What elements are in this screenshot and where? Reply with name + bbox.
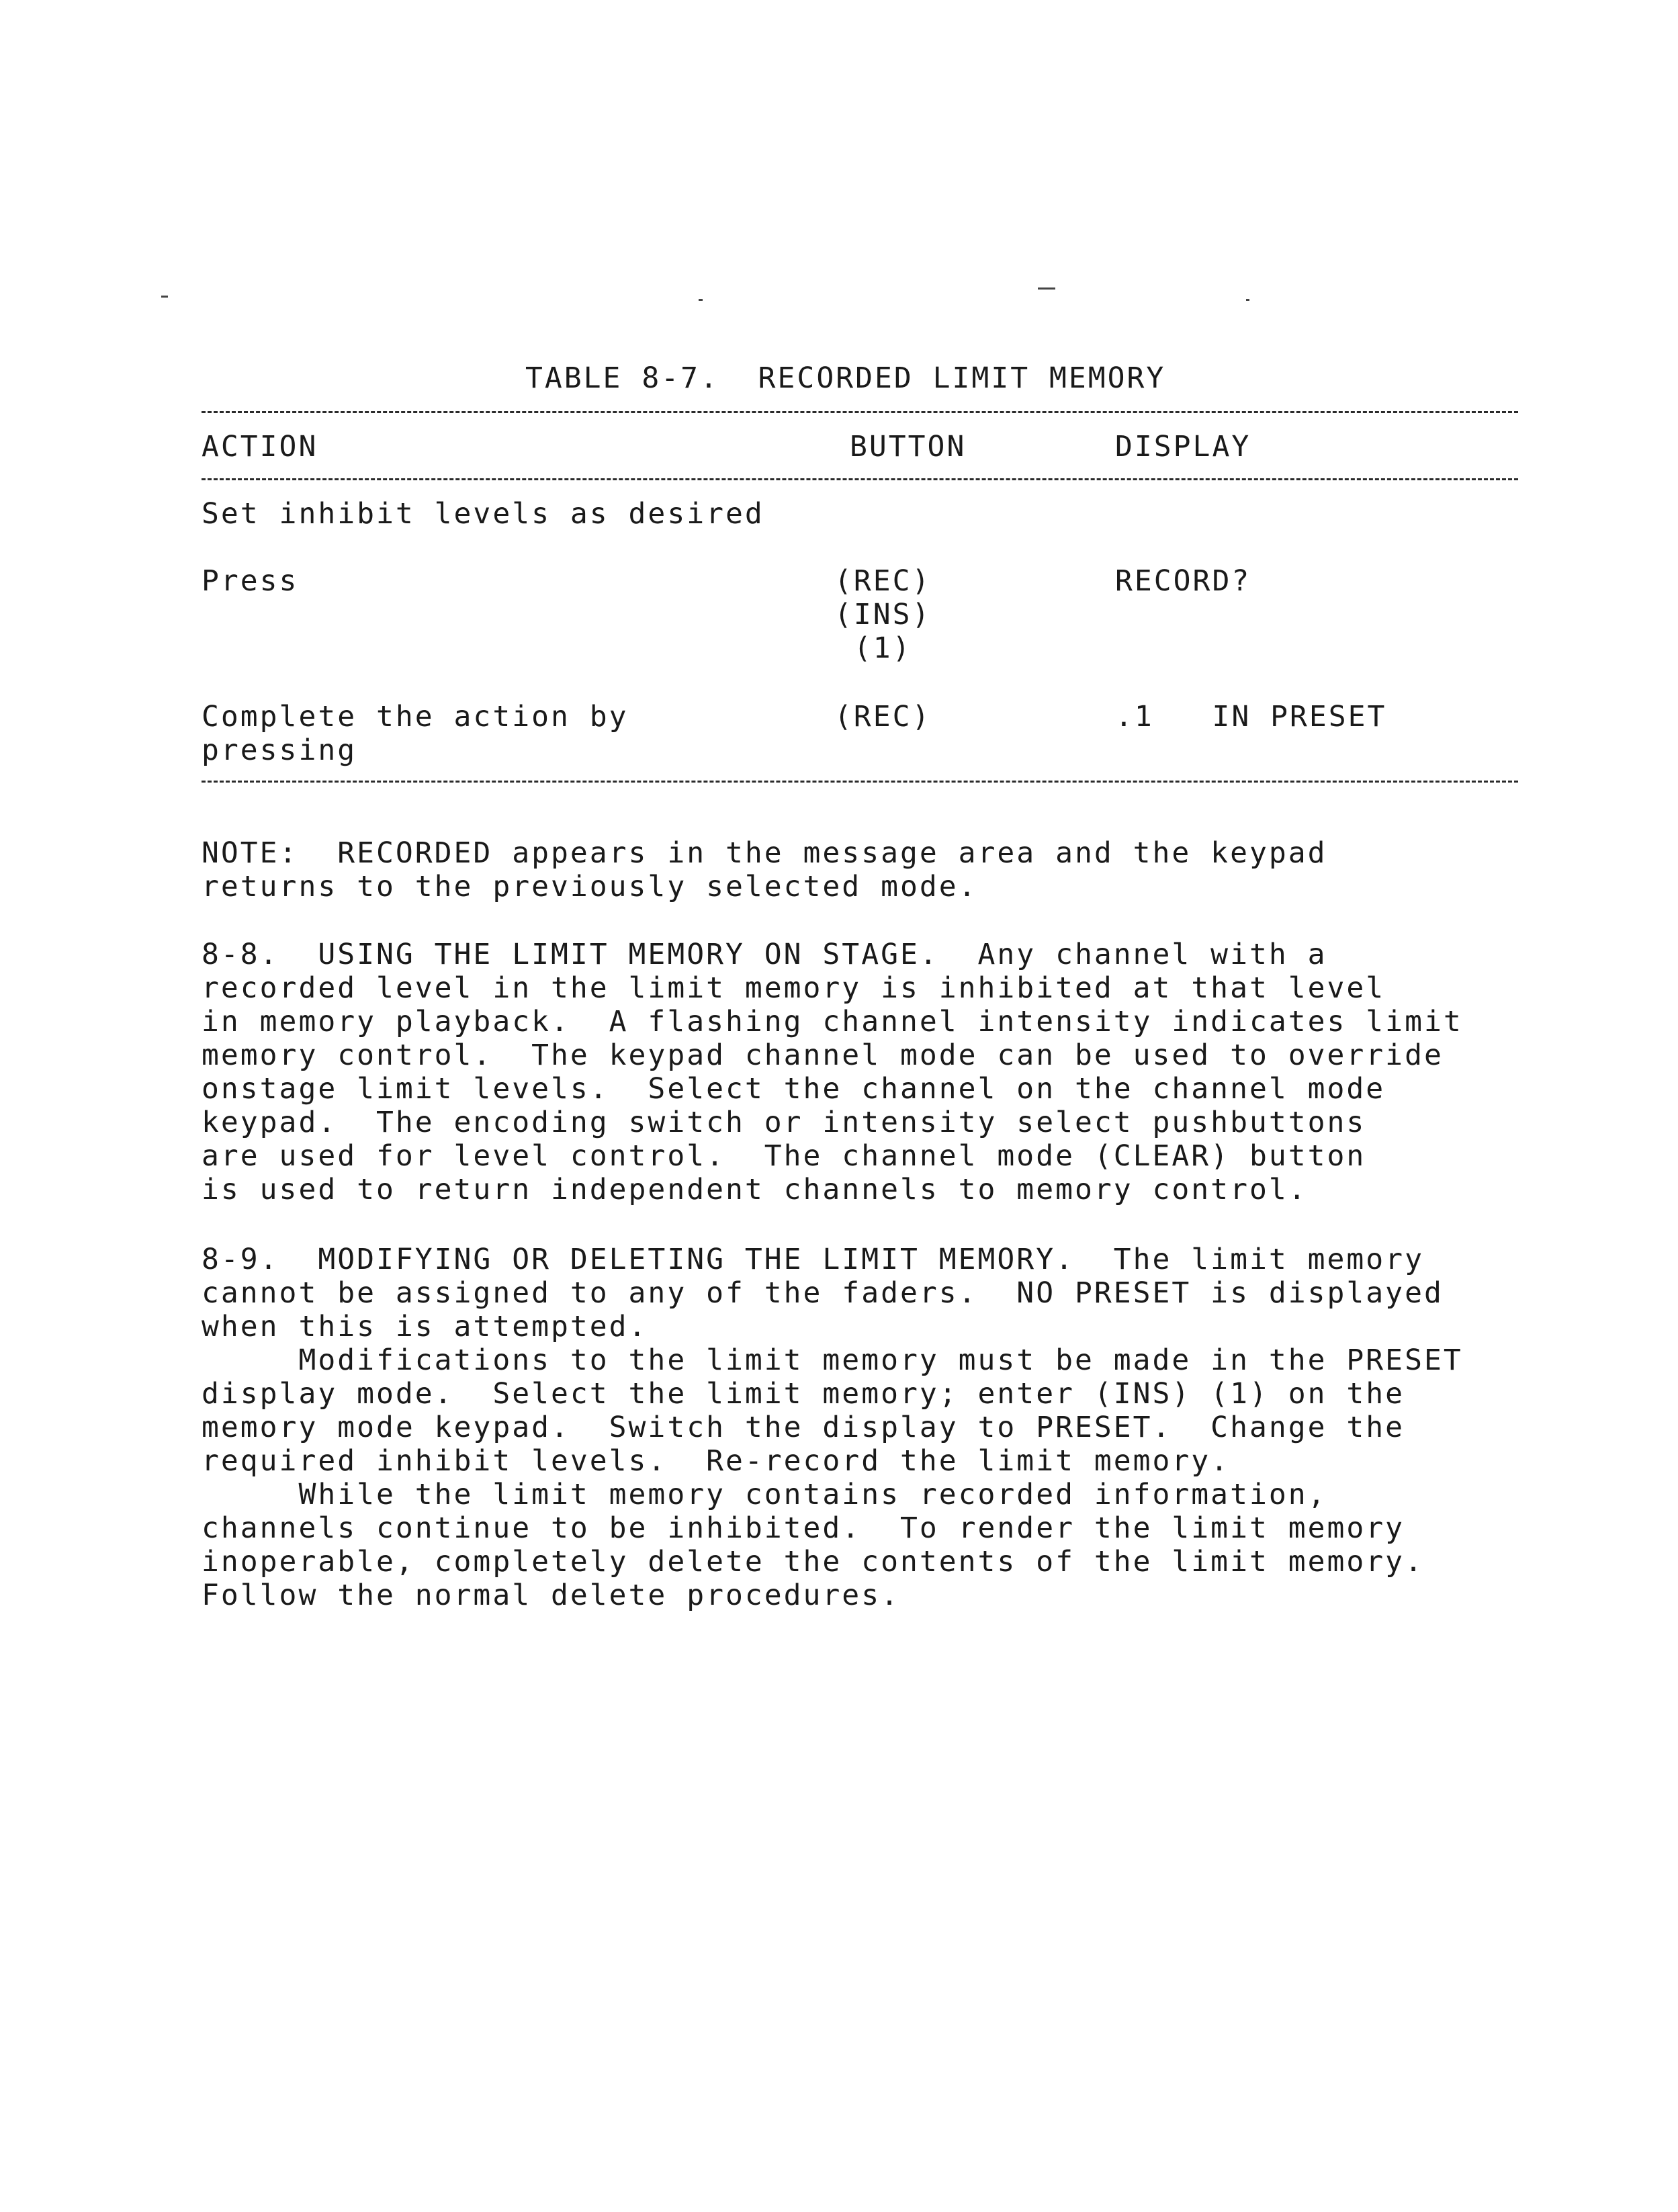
table-row-display: RECORD? bbox=[1115, 564, 1251, 598]
table-row-action: Press bbox=[202, 564, 299, 598]
scan-speck bbox=[1038, 287, 1055, 290]
section-8-9-line: inoperable, completely delete the contents of the limit memory. bbox=[202, 1545, 1424, 1579]
header-button: BUTTON bbox=[850, 430, 967, 463]
table-row-button: (REC) bbox=[834, 700, 932, 734]
section-8-9-line: when this is attempted. bbox=[202, 1310, 648, 1343]
section-8-9-line: 8-9. MODIFYING OR DELETING THE LIMIT MEMORY. The limit memory bbox=[202, 1243, 1424, 1276]
table-row-action-continued: pressing bbox=[202, 734, 357, 767]
table-row-action: Set inhibit levels as desired bbox=[202, 497, 764, 531]
section-8-9-line: While the limit memory contains recorded information, bbox=[202, 1478, 1327, 1511]
section-8-8-line: are used for level control. The channel mode (CLEAR) button bbox=[202, 1139, 1366, 1173]
section-8-8-line: is used to return independent channels to memory control. bbox=[202, 1173, 1308, 1206]
section-8-8-line: recorded level in the limit memory is inhibited at that level bbox=[202, 971, 1386, 1005]
scan-speck bbox=[699, 299, 703, 301]
table-row-display: .1 IN PRESET bbox=[1115, 700, 1387, 734]
section-8-9-line: channels continue to be inhibited. To render the limit memory bbox=[202, 1511, 1405, 1545]
table-header-rule bbox=[202, 478, 1518, 480]
table-row-button: (REC) bbox=[834, 564, 932, 598]
table-title: TABLE 8-7. RECORDED LIMIT MEMORY bbox=[525, 361, 1166, 395]
section-8-9-line: cannot be assigned to any of the faders. NO PRESET is displayed bbox=[202, 1276, 1444, 1310]
table-row-button: (1) bbox=[834, 631, 912, 665]
note-line: NOTE: RECORDED appears in the message area and the keypad bbox=[202, 836, 1327, 870]
section-8-9-line: memory mode keypad. Switch the display to PRESET. Change the bbox=[202, 1411, 1405, 1444]
scan-speck bbox=[161, 296, 168, 298]
table-row-action: Complete the action by bbox=[202, 700, 629, 734]
table-top-rule bbox=[202, 411, 1518, 413]
note-line: returns to the previously selected mode. bbox=[202, 870, 978, 903]
header-action: ACTION bbox=[202, 430, 318, 463]
scan-speck bbox=[1246, 299, 1249, 301]
section-8-8-line: onstage limit levels. Select the channel on the channel mode bbox=[202, 1072, 1386, 1106]
header-display: DISPLAY bbox=[1115, 430, 1251, 463]
section-8-9-line: required inhibit levels. Re-record the limit memory. bbox=[202, 1444, 1231, 1478]
table-bottom-rule bbox=[202, 781, 1518, 783]
section-8-8-line: 8-8. USING THE LIMIT MEMORY ON STAGE. Any channel with a bbox=[202, 938, 1327, 971]
section-8-9-line: Modifications to the limit memory must be made in the PRESET bbox=[202, 1343, 1463, 1377]
section-8-8-line: in memory playback. A flashing channel intensity indicates limit bbox=[202, 1005, 1463, 1038]
section-8-8-line: keypad. The encoding switch or intensity select pushbuttons bbox=[202, 1106, 1366, 1139]
section-8-9-line: display mode. Select the limit memory; enter (INS) (1) on the bbox=[202, 1377, 1405, 1411]
section-8-9-line: Follow the normal delete procedures. bbox=[202, 1579, 900, 1612]
section-8-8-line: memory control. The keypad channel mode can be used to override bbox=[202, 1038, 1444, 1072]
table-row-button: (INS) bbox=[834, 598, 932, 631]
